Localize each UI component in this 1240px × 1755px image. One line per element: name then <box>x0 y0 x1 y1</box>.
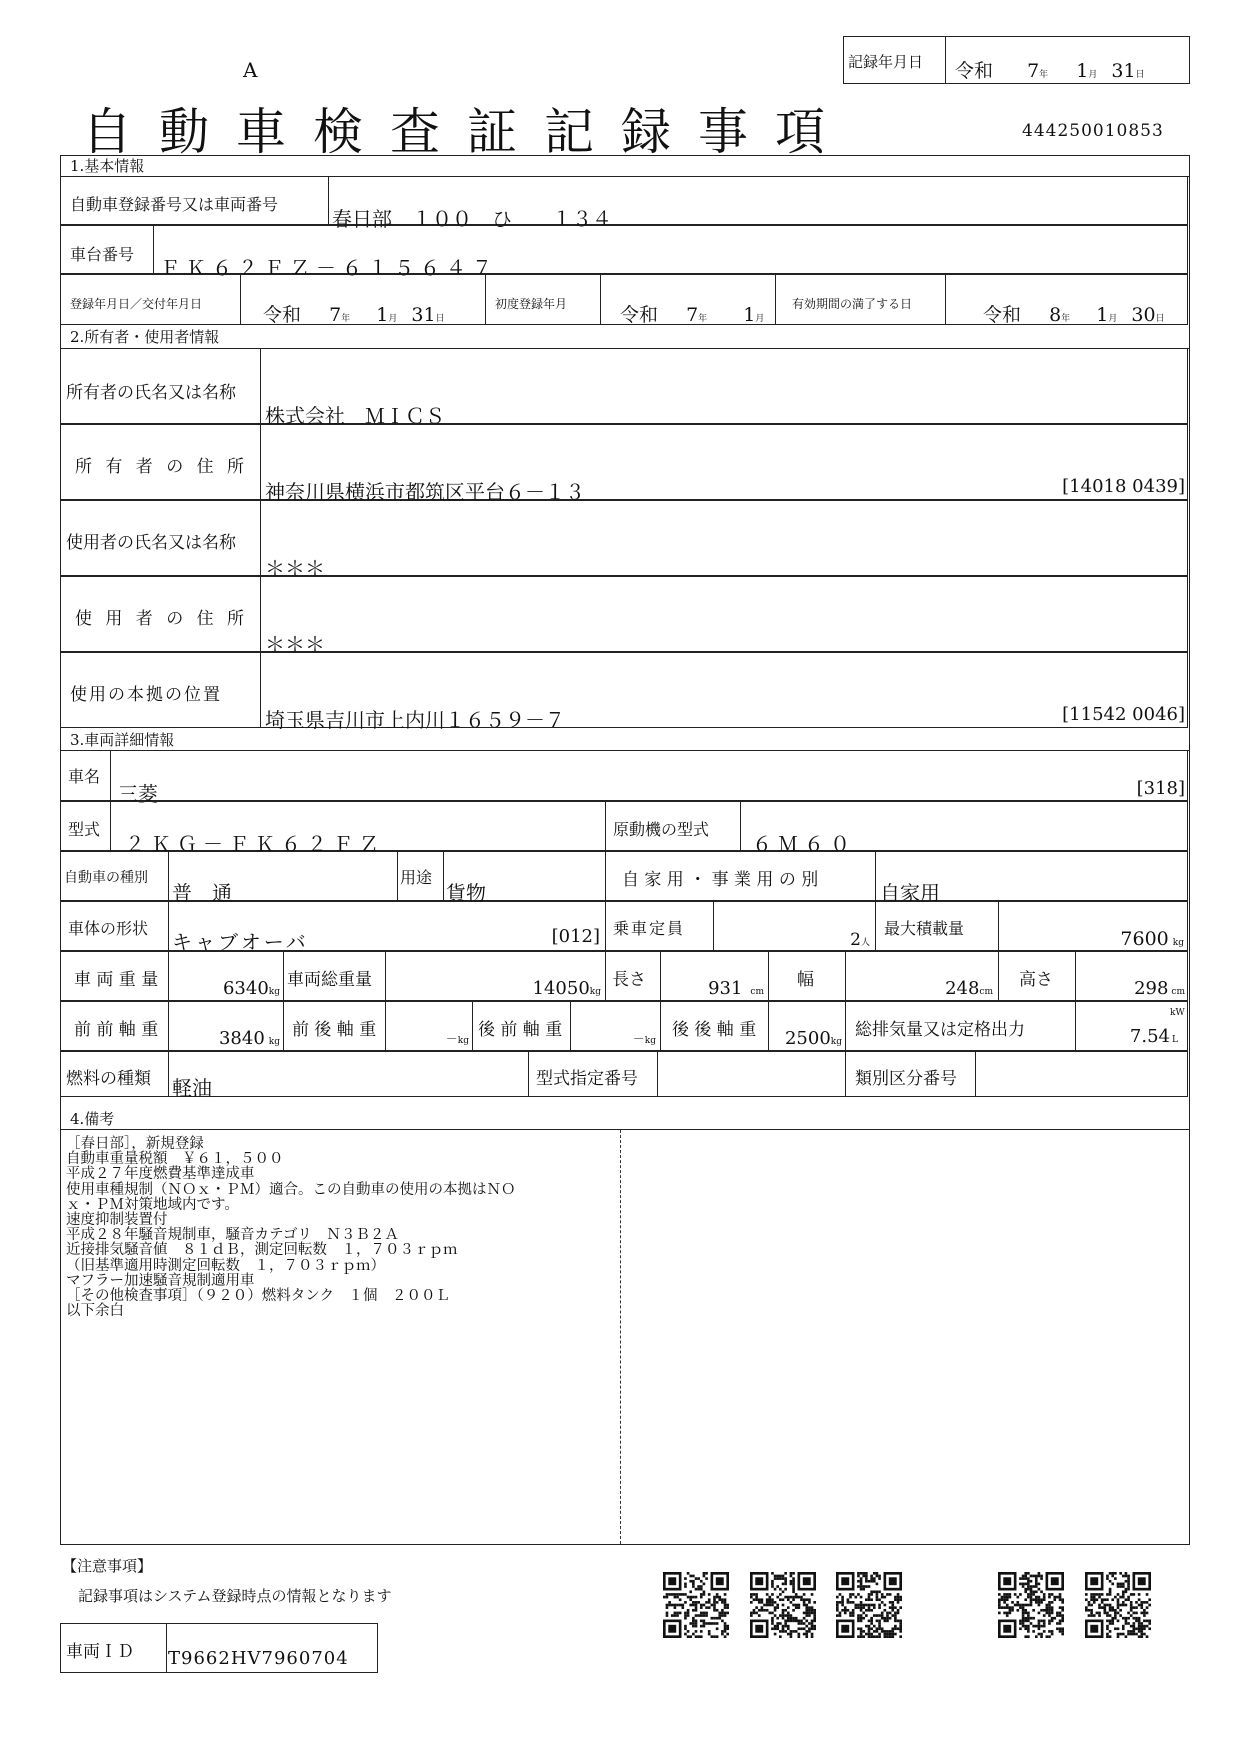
kind-value: 普 通 <box>172 881 232 905</box>
section-owner-title: 2.所有者・使用者情報 <box>70 328 220 346</box>
reg-number-value: 春日部 １００ ひ １３４ <box>332 207 612 231</box>
section-remarks-title: 4.備考 <box>70 1110 115 1128</box>
notice-text: 記録事項はシステム登録時点の情報となります <box>78 1587 392 1605</box>
weight-label: 車 両 重 量 <box>74 970 159 990</box>
record-date-value: 令和 7年 1月 31日 <box>955 60 1145 82</box>
rear-rear-axle-label: 後 後 軸 重 <box>672 1020 757 1040</box>
gross-weight-label: 車両総重量 <box>287 970 372 990</box>
body-label: 車体の形状 <box>68 919 149 938</box>
owner-address-value: 神奈川県横浜市都筑区平台６－１３ <box>265 480 585 504</box>
kind-label: 自動車の種別 <box>64 870 148 886</box>
rear-rear-axle-value: 2500kg <box>784 1028 842 1049</box>
base-location-value: 埼玉県吉川市上内川１６５９－７ <box>265 708 565 732</box>
body-value: キャブオーバ <box>172 930 309 954</box>
front-front-axle-label: 前 前 軸 重 <box>74 1020 159 1040</box>
use-label: 用途 <box>400 868 433 887</box>
remarks-divider <box>620 1130 621 1544</box>
use-value: 貨物 <box>446 881 486 905</box>
issue-date-value: 令和 7年 1月 31日 <box>263 304 445 326</box>
private-label: 自 家 用 ・ 事 業 用 の 別 <box>622 870 819 890</box>
document-number: 444250010853 <box>1022 121 1164 141</box>
owner-name-value: 株式会社 ＭＩＣＳ <box>265 404 445 428</box>
length-label: 長さ <box>612 970 646 990</box>
displacement-value: 7.54 <box>1129 1026 1170 1047</box>
owner-address-code: [14018 0439] <box>1062 476 1185 497</box>
max-load-label: 最大積載量 <box>884 919 965 938</box>
base-location-code: [11542 0046] <box>1062 704 1185 725</box>
rear-front-axle-label: 後 前 軸 重 <box>478 1020 563 1040</box>
capacity-value: 2人 <box>850 930 870 950</box>
document-title: 自動車検査証記録事項 <box>82 103 852 161</box>
displacement-label: 総排気量又は定格出力 <box>855 1020 1025 1040</box>
qr-code-icon <box>998 1572 1064 1638</box>
gross-weight-value: 14050kg <box>532 978 601 999</box>
engine-value: ６Ｍ６０ <box>752 832 856 856</box>
height-value: 298 cm <box>1134 978 1185 999</box>
expiry-value: 令和 8年 1月 30日 <box>983 304 1165 326</box>
car-name-label: 車名 <box>68 767 101 786</box>
qr-code-icon <box>750 1572 816 1638</box>
class-number-label: 類別区分番号 <box>855 1069 957 1089</box>
car-name-code: [318] <box>1136 778 1185 799</box>
front-front-axle-value: 3840 kg <box>218 1028 280 1049</box>
user-name-value: ＊＊＊ <box>265 556 325 580</box>
front-rear-axle-label: 前 後 軸 重 <box>292 1020 377 1040</box>
base-location-label: 使用の本拠の位置 <box>70 685 222 705</box>
model-label: 型式 <box>68 820 101 839</box>
length-value: 931 cm <box>708 978 764 999</box>
fuel-label: 燃料の種類 <box>66 1069 151 1089</box>
first-reg-label: 初度登録年月 <box>495 297 568 311</box>
vehicle-id-value: T9662HV7960704 <box>168 1648 349 1669</box>
chassis-label: 車台番号 <box>70 245 135 264</box>
engine-label: 原動機の型式 <box>613 820 710 839</box>
form-mark: A <box>243 58 258 82</box>
private-value: 自家用 <box>880 881 940 905</box>
front-rear-axle-value: －kg <box>445 1032 469 1046</box>
owner-name-label: 所有者の氏名又は名称 <box>66 383 236 403</box>
chassis-value: ＦＫ６２ＦＺ－６１５６４７ <box>160 256 498 280</box>
rear-front-axle-value: －kg <box>632 1032 656 1046</box>
car-name-value: 三菱 <box>118 782 158 806</box>
displacement-unit-l: L <box>1172 1035 1178 1045</box>
qr-code-icon <box>663 1572 729 1638</box>
body-code: [012] <box>551 926 600 947</box>
first-reg-value: 令和 7年 1月 <box>620 304 765 326</box>
model-value: ２ＫＧ－ＦＫ６２ＦＺ <box>125 832 385 856</box>
record-date-label: 記録年月日 <box>848 53 924 71</box>
section-vehicle-title: 3.車両詳細情報 <box>70 731 175 749</box>
width-label: 幅 <box>797 970 814 990</box>
notice-title: 【注意事項】 <box>62 1557 153 1575</box>
remarks-text: ［春日部］，新規登録 自動車重量税額 ￥６１，５００ 平成２７年度燃費基準達成車 使用車種規制（ＮＯｘ・ＰＭ）適合。この自動車の使用の本拠はＮＯ ｘ・ＰＭ対策地域内です。 速度抑制装置付 平成２８年騒音規制車，騒音カテゴリ Ｎ３Ｂ２Ａ 近接排気騒音値 ８１ｄＢ，測定回転数 １，７０３ｒｐｍ （旧基準適用時測定回転数 １，７０３ｒｐｍ） マフラー加速騒音規制適用車 ［その他検査事項］（９２０）燃料タンク １個 ２００Ｌ 以下余白 <box>66 1136 516 1320</box>
expiry-label: 有効期間の満了する日 <box>792 297 913 311</box>
issue-date-label: 登録年月日／交付年月日 <box>70 297 203 311</box>
fuel-value: 軽油 <box>172 1076 212 1100</box>
user-address-value: ＊＊＊ <box>265 632 325 656</box>
vehicle-id-label: 車両ＩＤ <box>66 1642 134 1662</box>
weight-value: 6340kg <box>222 978 280 999</box>
height-label: 高さ <box>1019 970 1053 990</box>
width-value: 248cm <box>945 978 993 999</box>
max-load-value: 7600 kg <box>1120 928 1184 950</box>
reg-number-label: 自動車登録番号又は車両番号 <box>70 195 279 214</box>
car-name-row <box>60 750 1188 801</box>
type-approval-label: 型式指定番号 <box>536 1069 638 1089</box>
qr-code-icon <box>1085 1572 1151 1638</box>
owner-address-label: 所 有 者 の 住 所 <box>75 457 249 477</box>
user-address-label: 使 用 者 の 住 所 <box>75 609 249 629</box>
section-basic-title: 1.基本情報 <box>70 157 145 175</box>
qr-code-icon <box>836 1572 902 1638</box>
displacement-unit-kw: kW <box>1170 1008 1185 1018</box>
user-name-label: 使用者の氏名又は名称 <box>66 533 236 553</box>
capacity-label: 乗車定員 <box>613 919 686 938</box>
